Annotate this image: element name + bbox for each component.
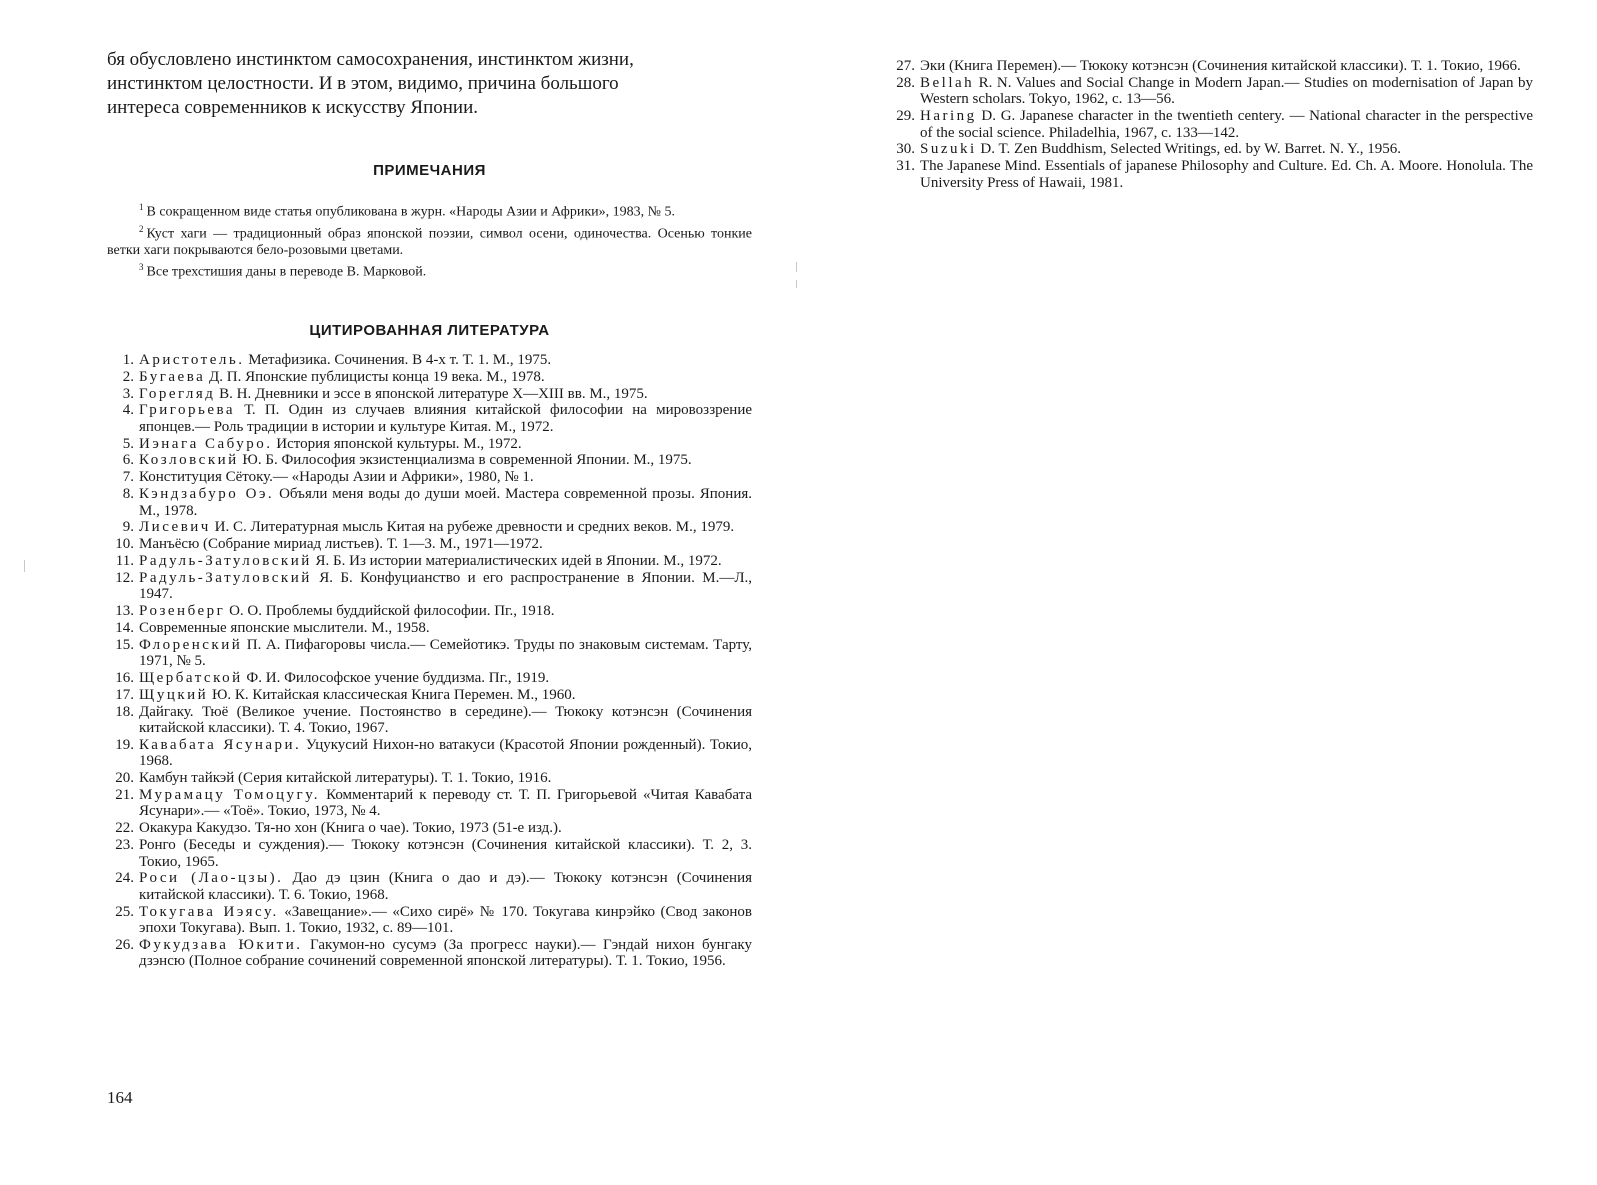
note-text: Куст хаги — традиционный образ японской поэзии, символ осени, одиночества. Осенью тонкие ветки хаги покрываются бело-розовыми цветами. — [107, 226, 752, 259]
bibliography-number: 17. — [115, 686, 134, 703]
bibliography-item — [107, 402, 752, 435]
bibliography-item — [107, 553, 752, 570]
bibliography-body: Метафизика. Сочинения. В 4-х т. Т. 1. М., 1975. — [248, 352, 552, 368]
bibliography-text — [920, 141, 1533, 158]
bibliography-author: Аристотель. — [139, 352, 245, 368]
bibliography-item — [888, 141, 1533, 158]
bibliography-item — [107, 820, 752, 837]
bibliography-body: О. О. Проблемы буддийской философии. Пг., 1918. — [229, 603, 555, 620]
bibliography-text — [139, 603, 752, 620]
bibliography-number: 1. — [122, 352, 134, 368]
bibliography-text — [139, 904, 752, 937]
bibliography-text — [139, 937, 752, 970]
bibliography-number: 21. — [115, 786, 134, 803]
bibliography-body: Уцукусий Нихон-но ватакуси (Красотой Японии рожденный). Токио, 1968. — [139, 736, 753, 770]
bibliography-text — [139, 770, 752, 787]
bibliography-text — [139, 352, 752, 369]
bibliography-text — [139, 452, 752, 469]
bibliography-body: Я. Б. Из истории материалистических идей в Японии. М., 1972. — [315, 552, 722, 569]
bibliography-item — [107, 452, 752, 469]
bibliography-number: 24. — [115, 870, 134, 887]
bibliography-author: Козловский — [139, 452, 239, 469]
intro-line: бя обусловлено инстинктом самосохранения, инстинктом жизни, — [107, 49, 634, 70]
bibliography-item — [107, 704, 752, 737]
bibliography-body: Манъёсю (Собрание мириад листьев). Т. 1—3. М., 1971—1972. — [139, 536, 543, 553]
bibliography-number: 31. — [896, 158, 915, 175]
bibliography-author: Розенберг — [139, 603, 226, 620]
bibliography-number: 18. — [115, 703, 134, 720]
bibliography-author: Радуль-Затуловский — [139, 569, 312, 586]
bibliography-item — [888, 108, 1533, 141]
bibliography-author: Иэнага Сабуро. — [139, 435, 273, 452]
bibliography-text — [139, 870, 752, 903]
bibliography-item — [107, 787, 752, 820]
bibliography-text — [139, 553, 752, 570]
bibliography-item — [107, 386, 752, 403]
bibliography-number: 8. — [122, 486, 134, 503]
bibliography-item — [107, 737, 752, 770]
bibliography-text — [139, 369, 752, 386]
bibliography-body: История японской культуры. М., 1972. — [276, 435, 522, 452]
bibliography-body: Современные японские мыслители. М., 1958. — [139, 619, 430, 636]
bibliography-number: 5. — [122, 435, 134, 452]
bibliography-body: Дао дэ цзин (Книга о дао и дэ).— Тюкоку котэнсэн (Сочинения китайской классики). Т. 6. Токио, 1968. — [139, 870, 753, 903]
bibliography-body: Д. П. Японские публицисты конца 19 века. М., 1978. — [209, 368, 545, 385]
bibliography-number: 3. — [122, 385, 134, 402]
bibliography-author: Кавабата Ясунари. — [139, 736, 302, 753]
bibliography-body: Эки (Книга Перемен).— Тюкоку котэнсэн (Сочинения китайской классики). Т. 1. Токио, 1966. — [920, 58, 1521, 74]
bibliography-number: 2. — [122, 368, 134, 385]
note-item — [107, 259, 752, 281]
bibliography-text — [139, 637, 752, 670]
bibliography-item — [107, 519, 752, 536]
bibliography-text — [139, 486, 752, 519]
bibliography-author: Флоренский — [139, 636, 243, 653]
bibliography-author: Роси (Лао-цзы). — [139, 870, 284, 887]
intro-line: инстинктом целостности. И в этом, видимо, причина большого — [107, 73, 619, 94]
bibliography-author: Мурамацу Томоцугу. — [139, 786, 320, 803]
bibliography-item — [888, 58, 1533, 75]
bibliography-text — [139, 670, 752, 687]
bibliography-number: 16. — [115, 669, 134, 686]
bibliography-item — [107, 637, 752, 670]
bibliography-author: Щербатской — [139, 669, 243, 686]
bibliography-item — [107, 603, 752, 620]
bibliography-item — [107, 469, 752, 486]
bibliography-item — [107, 687, 752, 704]
bibliography-item — [107, 770, 752, 787]
bibliography-author: Suzuki — [920, 141, 977, 158]
bibliography-text — [139, 820, 752, 837]
bibliography-author: Горегляд — [139, 385, 216, 402]
bibliography-text — [139, 519, 752, 536]
bibliography-number: 10. — [115, 536, 134, 553]
bibliography-number: 30. — [896, 141, 915, 158]
bibliography-body: П. А. Пифагоровы числа.— Семейотикэ. Труды по знаковым системам. Тарту, 1971, № 5. — [139, 636, 753, 670]
bibliography-text — [139, 386, 752, 403]
bibliography-body: The Japanese Mind. Essentials of japanese Philosophy and Culture. Ed. Ch. A. Moore. Honolula. The University Press of Hawaii, 1981. — [920, 158, 1533, 191]
bibliography-body: В. Н. Дневники и эссе в японской литературе X—XIII вв. М., 1975. — [219, 385, 648, 402]
bibliography-text — [139, 402, 752, 435]
bibliography-body: Конституция Сётоку.— «Народы Азии и Африки», 1980, № 1. — [139, 469, 534, 486]
bibliography-number: 14. — [115, 619, 134, 636]
bibliography-author: Haring — [920, 108, 977, 125]
bibliography-body: Ф. И. Философское учение буддизма. Пг., 1919. — [246, 669, 550, 686]
scan-mark — [796, 262, 797, 272]
bibliography-author: Радуль-Затуловский — [139, 552, 312, 569]
note-item — [107, 199, 752, 221]
bibliography-body: «Завещание».— «Сихо сирё» № 170. Токугава кинрэйко (Свод законов эпохи Токугава). Вып. 1. Токио, 1932, с. 89—101. — [139, 903, 752, 937]
bibliography-number: 25. — [115, 903, 134, 920]
bibliography-body: Ронго (Беседы и суждения).— Тюкоку котэнсэн (Сочинения китайской классики). Т. 2, 3. Токио, 1965. — [139, 837, 752, 870]
bibliography-body: D. T. Zen Buddhism, Selected Writings, ed. by W. Barret. N. Y., 1956. — [980, 141, 1402, 158]
bibliography-item — [107, 352, 752, 369]
bibliography-text — [920, 58, 1533, 75]
note-mark: 1 — [139, 202, 144, 212]
note-item — [107, 221, 752, 260]
bibliography-body: Я. Б. Конфуцианство и его распространение в Японии. М.—Л., 1947. — [139, 569, 752, 603]
bibliography-body: R. N. Values and Social Change in Modern Japan.— Studies on modernisation of Japan by Western scholars. Tokyo, 1962, с. 13—56. — [920, 74, 1534, 108]
bibliography-text — [139, 570, 752, 603]
bibliography-number: 12. — [115, 569, 134, 586]
note-mark: 3 — [139, 262, 144, 273]
scan-mark — [796, 280, 797, 288]
bibliography-body: Дайгаку. Тюё (Великое учение. Постоянство в середине).— Тюкоку котэнсэн (Сочинения китайской классики). Т. 4. Токио, 1967. — [139, 703, 752, 737]
bibliography-number: 22. — [115, 820, 134, 837]
bibliography-body: Окакура Какудзо. Тя-но хон (Книга о чае). Токио, 1973 (51-е изд.). — [139, 820, 562, 837]
bibliography-author: Лисевич — [139, 519, 211, 536]
bibliography-text — [139, 837, 752, 870]
bibliography-item — [107, 369, 752, 386]
bibliography-item — [888, 75, 1533, 108]
bibliography-author: Кэндзабуро Оэ. — [139, 486, 275, 503]
bibliography-body: Ю. К. Китайская классическая Книга Перемен. М., 1960. — [211, 686, 576, 703]
notes-list — [107, 199, 752, 281]
note-mark: 2 — [139, 223, 144, 234]
literature-heading: ЦИТИРОВАННАЯ ЛИТЕРАТУРА — [309, 322, 550, 339]
bibliography-number: 19. — [115, 736, 134, 753]
bibliography-body: Объяли меня воды до души моей. Мастера современной прозы. Япония. М., 1978. — [139, 486, 753, 519]
bibliography-number: 11. — [115, 552, 134, 569]
bibliography-body: Гакумон-но сусумэ (За прогресс науки).— Гэндай нихон бунгаку дзэнсю (Полное собрание сочинений современной японской литературы). Т. 1. Токио, 1956. — [139, 936, 753, 970]
bibliography-item — [107, 937, 752, 970]
intro-line: интереса современников к искусству Японии. — [107, 97, 478, 118]
bibliography-author: Bellah — [920, 74, 975, 91]
bibliography-body: Ю. Б. Философия экзистенциализма в современной Японии. М., 1975. — [242, 452, 692, 469]
bibliography-text — [920, 75, 1533, 108]
bibliography-text — [920, 158, 1533, 191]
bibliography-number: 29. — [896, 108, 915, 125]
bibliography-text — [139, 787, 752, 820]
bibliography-number: 7. — [122, 469, 134, 486]
bibliography-item — [107, 904, 752, 937]
bibliography-text — [139, 704, 752, 737]
bibliography-number: 9. — [122, 519, 134, 536]
note-text: Все трехстишия даны в переводе В. Марковой. — [146, 264, 427, 280]
bibliography-number: 13. — [115, 603, 134, 620]
bibliography-list-left — [107, 352, 752, 970]
bibliography-number: 4. — [122, 402, 134, 419]
bibliography-body: И. С. Литературная мысль Китая на рубеже древности и средних веков. М., 1979. — [214, 519, 735, 536]
bibliography-text — [139, 536, 752, 553]
bibliography-list-right — [888, 58, 1533, 191]
bibliography-text — [139, 737, 752, 770]
notes-heading: ПРИМЕЧАНИЯ — [373, 162, 486, 179]
bibliography-text — [139, 687, 752, 704]
bibliography-author: Фукудзава Юкити. — [139, 936, 303, 953]
bibliography-body: D. G. Japanese character in the twentieth centery. — National character in the perspective of the social science. Philadelhia, 1967, с. 133—142. — [920, 108, 1534, 141]
bibliography-author: Григорьева — [139, 402, 236, 419]
bibliography-number: 28. — [896, 74, 915, 91]
bibliography-item — [888, 158, 1533, 191]
bibliography-number: 26. — [115, 936, 134, 953]
page-number: 164 — [107, 1088, 133, 1107]
bibliography-body: Камбун тайкэй (Серия китайской литературы). Т. 1. Токио, 1916. — [139, 770, 552, 787]
bibliography-author: Бугаева — [139, 368, 206, 385]
bibliography-item — [107, 870, 752, 903]
bibliography-number: 27. — [896, 58, 915, 74]
bibliography-body: Комментарий к переводу ст. Т. П. Григорьевой «Читая Кавабата Ясунари».— «Тоё». Токио, 1973, № 4. — [139, 786, 752, 820]
bibliography-item — [107, 620, 752, 637]
bibliography-number: 20. — [115, 770, 134, 787]
bibliography-item — [107, 536, 752, 553]
bibliography-author: Щуцкий — [139, 686, 209, 703]
bibliography-item — [107, 486, 752, 519]
bibliography-text — [139, 469, 752, 486]
bibliography-text — [139, 620, 752, 637]
intro-paragraph — [107, 48, 752, 120]
bibliography-number: 15. — [115, 636, 134, 653]
bibliography-number: 23. — [115, 837, 134, 854]
bibliography-text — [920, 108, 1533, 141]
bibliography-item — [107, 436, 752, 453]
bibliography-number: 6. — [122, 452, 134, 469]
bibliography-body: Т. П. Один из случаев влияния китайской философии на мировоззрение японцев.— Роль традиции в истории и культуре Китая. М., 1972. — [139, 402, 753, 435]
note-text: В сокращенном виде статья опубликована в журн. «Народы Азии и Африки», 1983, № 5. — [146, 204, 676, 220]
bibliography-item — [107, 570, 752, 603]
scan-mark — [24, 560, 25, 572]
bibliography-author: Токугава Иэясу. — [139, 903, 279, 920]
bibliography-text — [139, 436, 752, 453]
bibliography-item — [107, 670, 752, 687]
bibliography-item — [107, 837, 752, 870]
